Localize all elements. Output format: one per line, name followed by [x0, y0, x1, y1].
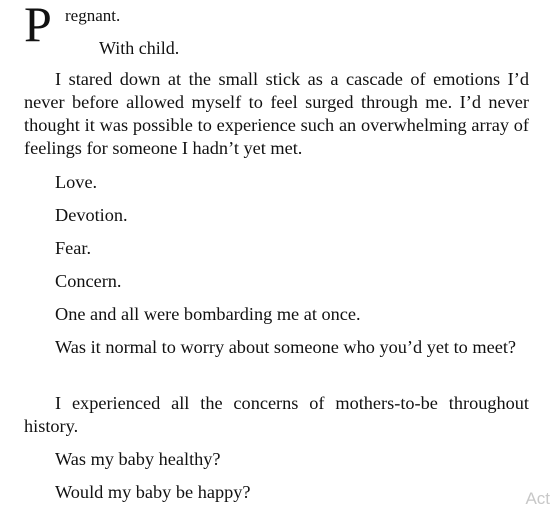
paragraph-2: Love. [55, 172, 98, 192]
paragraph-7: Was it normal to worry about someone who you’d yet to meet? [55, 337, 517, 357]
opening-line: regnant. [65, 6, 121, 25]
paragraph-9: Was my baby healthy? [55, 449, 221, 469]
paragraph-10: Would my baby be happy? [55, 482, 251, 502]
drop-cap: P [24, 0, 52, 52]
activation-watermark: Act [525, 489, 550, 508]
paragraph-1: I stared down at the small stick as a cascade of emotions I’d never before allowed myself to feel surged through me. I’d never thought it was possible to experience such an overwhelming array of feelings for someone I hadn’t yet met. [24, 69, 529, 158]
paragraph-6: One and all were bombarding me at once. [55, 304, 361, 324]
paragraph-3: Devotion. [55, 205, 128, 225]
paragraph-4: Fear. [55, 238, 92, 258]
paragraph-5: Concern. [55, 271, 122, 291]
second-line: With child. [99, 38, 180, 58]
paragraph-8: I experienced all the concerns of mothers-to-be throughout history. [24, 393, 529, 436]
